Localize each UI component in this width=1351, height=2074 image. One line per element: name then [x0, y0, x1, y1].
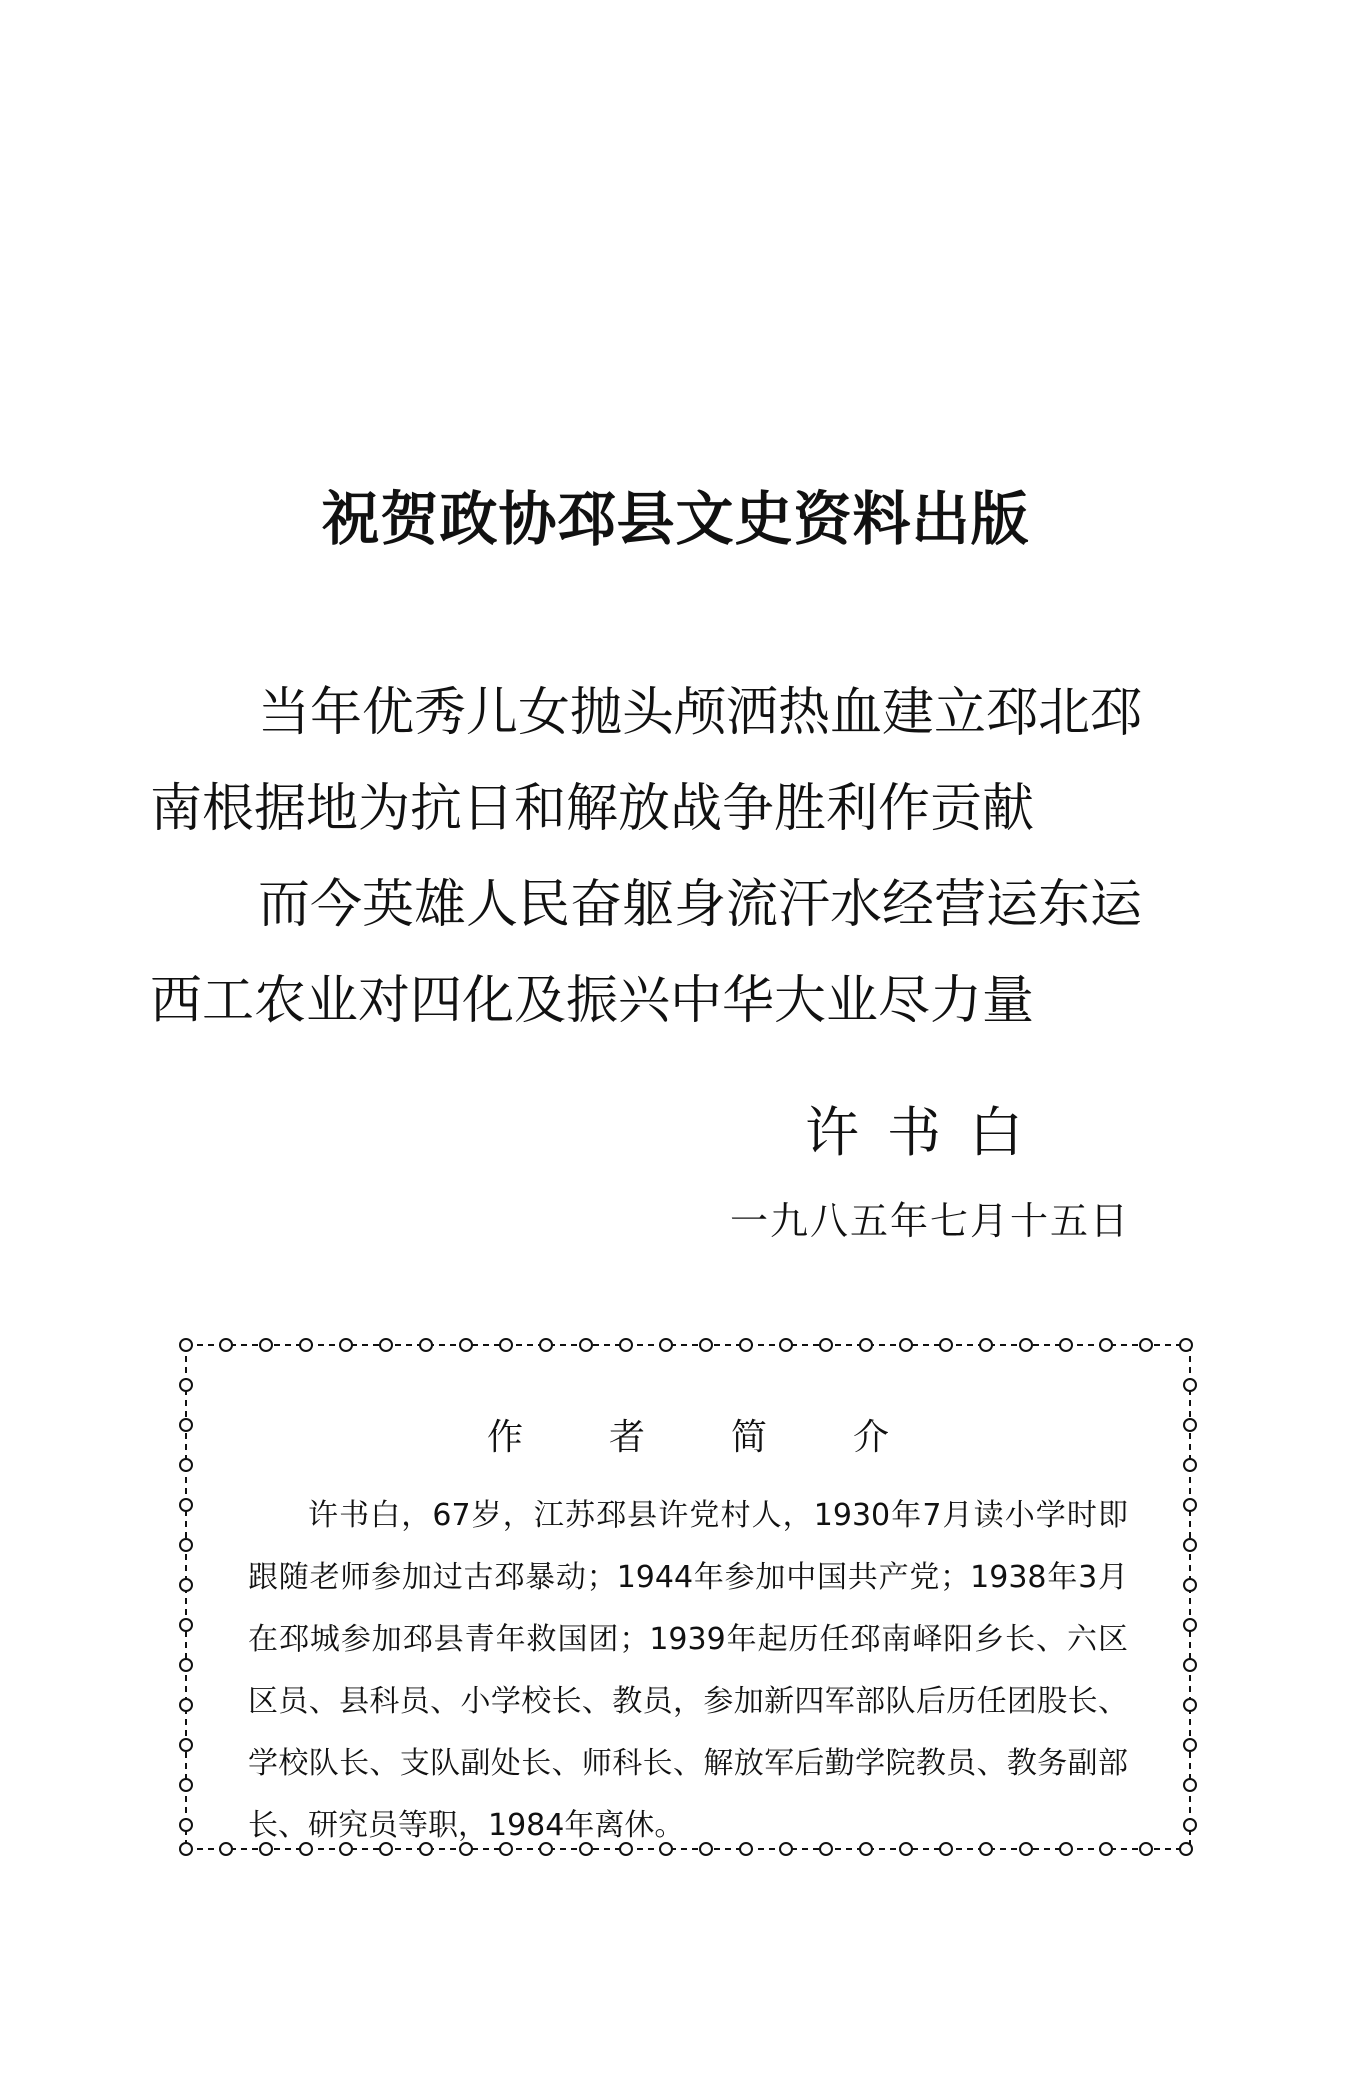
author-bio-box: [178, 1337, 1198, 1857]
poem-line-4: 西工农业对四化及振兴中华大业尽力量: [150, 971, 1035, 1031]
poem-line-2: 南根据地为抗日和解放战争胜利作贡献: [150, 779, 1035, 839]
poem-line-1: 当年优秀儿女抛头颅洒热血建立邳北邳: [258, 683, 1143, 743]
poem: [150, 665, 1250, 1049]
poem-line-3: 而今英雄人民奋躯身流汗水经营运东运: [258, 875, 1143, 935]
author-bio-text: 许书白，67岁，江苏邳县许党村人，1930年7月读小学时即跟随老师参加过古邳暴动；1944年参加中国共产党；1938年3月在邳城参加邳县青年救国团；1939年起历任邳南峄阳乡长、六区区员、县科员、小学校长、教员，参加新四军部队后历任团股长、学校队长、支队副处长、师科长、解放军后勤学院教员、教务副部长、研究员等职，1984年离休。: [248, 1498, 1128, 1843]
author-bio-heading: 作者简介: [486, 1417, 975, 1458]
signature-date: 一九八五年七月十五日: [730, 1199, 1131, 1243]
author-signature: 许书白: [805, 1101, 1051, 1164]
page-title: 祝贺政协邳县文史资料出版: [321, 485, 1030, 553]
